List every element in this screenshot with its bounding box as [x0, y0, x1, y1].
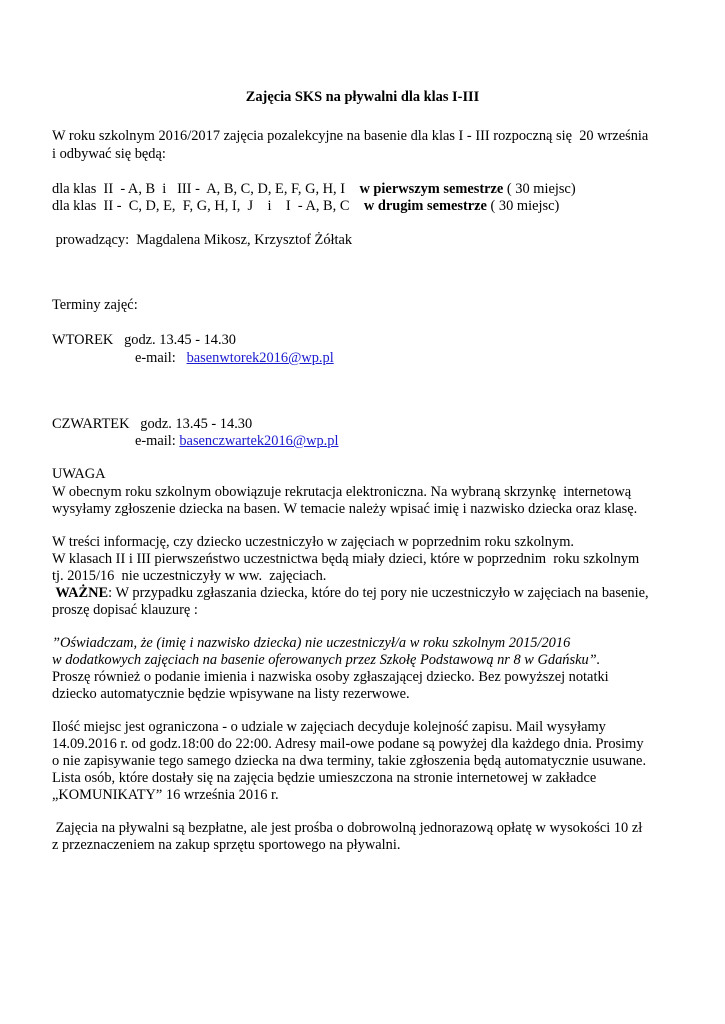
intro-line-2: i odbywać się będą: [52, 146, 166, 162]
classes-row-2 [52, 197, 559, 215]
notice-p3-line-1: Proszę również o podanie imienia i nazwiska osoby zgłaszającej dziecko. Bez powyższej notatki [52, 669, 609, 685]
notice-p4-line-4: Lista osób, które dostały się na zajęcia będzie umieszczona na stronie internetowej w zakładce [52, 770, 597, 786]
notice-p2-line-1: W treści informację, czy dziecko uczestniczyło w zajęciach w poprzednim roku szkolnym. [52, 534, 574, 550]
second-semester-label: w drugim semestrze [363, 198, 487, 214]
notice-p2-line-3: tj. 2015/16 nie uczestniczyły w ww. zajęciach. [52, 568, 327, 584]
important-text: : W przypadku zgłaszania dziecka, które do tej pory nie uczestniczyło w zajęciach na basenie, [108, 585, 649, 601]
declaration-quote-line-1: ”Oświadczam, że (imię i nazwisko dziecka) nie uczestniczył/a w roku szkolnym 2015/2016 [52, 635, 571, 651]
thursday-email-label: e-mail: [135, 433, 180, 449]
notice-p5-line-2: z przeznaczeniem na zakup sprzętu sportowego na pływalni. [52, 837, 401, 853]
terms-heading: Terminy zajęć: [52, 297, 138, 313]
notice-p1-line-2: wysyłamy zgłoszenie dziecka na basen. W temacie należy wpisać imię i nazwisko dziecka oraz klasę. [52, 501, 638, 517]
notice-p4-line-3: o nie zapisywanie tego samego dziecka na dwa terminy, takie zgłoszenia będą automatycznie usuwane. [52, 753, 647, 769]
important-line [52, 584, 649, 602]
thursday-schedule: CZWARTEK godz. 13.45 - 14.30 [52, 416, 253, 432]
notice-p4-line-2: 14.09.2016 r. od godz.18:00 do 22:00. Adresy mail-owe podane są powyżej dla każdego dnia. Prosimy [52, 736, 644, 752]
notice-p4-line-1: Ilość miejsc jest ograniczona - o udziale w zajęciach decyduje kolejność zapisu. Mail wysyłamy [52, 719, 606, 735]
thursday-email-link[interactable]: basenczwartek2016@wp.pl [179, 433, 339, 449]
intro-line-1: W roku szkolnym 2016/2017 zajęcia pozalekcyjne na basenie dla klas I - III rozpoczną się 20 września [52, 128, 649, 144]
notice-p3-line-2: dziecko automatycznie będzie wpisywane na listy rezerwowe. [52, 686, 410, 702]
first-semester-label: w pierwszym semestrze [359, 181, 504, 197]
tuesday-email-label: e-mail: [135, 350, 187, 366]
notice-p2-line-5: proszę dopisać klauzurę : [52, 602, 198, 618]
declaration-quote-line-2: w dodatkowych zajęciach na basenie oferowanych przez Szkołę Podstawową nr 8 w Gdańsku”. [52, 652, 601, 668]
important-label: WAŻNE [52, 585, 109, 601]
classes-row-1-seats: ( 30 miejsc) [503, 181, 576, 197]
instructors-line: prowadzący: Magdalena Mikosz, Krzysztof Żółtak [52, 232, 353, 248]
classes-row-2-list: dla klas II - C, D, E, F, G, H, I, J i I - A, B, C [52, 198, 364, 214]
notice-p4-line-5: „KOMUNIKATY” 16 września 2016 r. [52, 787, 279, 803]
tuesday-email-row [135, 349, 334, 367]
page-title: Zajęcia SKS na pływalni dla klas I-III [245, 89, 480, 105]
notice-p2-line-2: W klasach II i III pierwszeństwo uczestnictwa będą miały dzieci, które w poprzednim roku szkolnym [52, 551, 640, 567]
tuesday-email-link[interactable]: basenwtorek2016@wp.pl [186, 350, 334, 366]
classes-row-2-seats: ( 30 miejsc) [486, 198, 560, 214]
classes-row-1 [52, 180, 576, 198]
notice-heading: UWAGA [52, 466, 106, 482]
thursday-email-row [135, 432, 338, 450]
tuesday-schedule: WTOREK godz. 13.45 - 14.30 [52, 332, 236, 348]
classes-row-1-list: dla klas II - A, B i III - A, B, C, D, E, F, G, H, I [52, 181, 360, 197]
notice-p5-line-1: Zajęcia na pływalni są bezpłatne, ale jest prośba o dobrowolną jednorazową opłatę w wysokości 10 zł [52, 820, 643, 836]
notice-p1-line-1: W obecnym roku szkolnym obowiązuje rekrutacja elektroniczna. Na wybraną skrzynkę internetową [52, 484, 632, 500]
